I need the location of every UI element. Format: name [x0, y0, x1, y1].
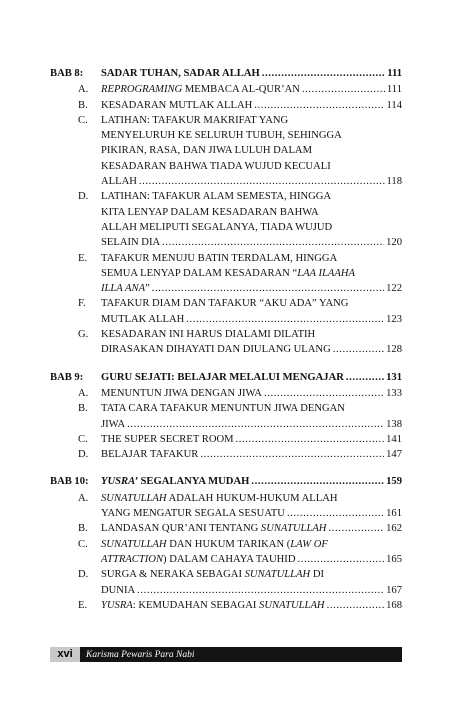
- toc-entry[interactable]: [50, 82, 402, 97]
- entry-text-block: [101, 251, 402, 297]
- entry-text: [101, 281, 150, 296]
- entry-text-segment: LATIHAN: TAFAKUR ALAM SEMESTA, HINGGA: [101, 191, 332, 203]
- entry-text: [101, 205, 319, 220]
- entry-text-segment: KITA LENYAP DALAM KESADARAN BAHWA: [101, 206, 319, 218]
- toc-entry[interactable]: [50, 567, 402, 598]
- entry-text: [101, 417, 125, 432]
- entry-text-segment: DUNIA: [101, 584, 136, 596]
- entry-text: [101, 552, 295, 567]
- dot-leader: [262, 66, 386, 81]
- chapter-heading[interactable]: [50, 66, 402, 81]
- chapter-number: BAB 10:: [50, 476, 89, 488]
- entry-page-number: 165: [386, 553, 402, 565]
- entry-line: [101, 143, 402, 158]
- entry-text-block: [101, 447, 402, 462]
- toc-entry[interactable]: [50, 189, 402, 250]
- chapter-title-text: SADAR TUHAN, SADAR ALLAH: [101, 68, 260, 79]
- entry-letter: C.: [78, 114, 88, 126]
- entry-text-segment: ATTRACTION: [101, 553, 164, 565]
- toc-entry[interactable]: [50, 327, 402, 358]
- entry-text-segment: DAN HUKUM TARIKAN (: [166, 538, 291, 550]
- footer-book-title: Karisma Pewaris Para Nabi: [86, 649, 195, 660]
- entry-text-segment: JIWA: [101, 418, 126, 430]
- toc-entry[interactable]: [50, 401, 402, 432]
- entry-text: [101, 235, 160, 250]
- entry-line: [101, 567, 402, 582]
- entry-text: [101, 251, 337, 266]
- entry-text-block: [101, 327, 402, 358]
- toc-entry[interactable]: [50, 113, 402, 189]
- entry-text: [101, 342, 331, 357]
- entry-text: [101, 128, 342, 143]
- entry-text-block: [101, 567, 402, 598]
- entry-text-segment: DI: [310, 569, 324, 581]
- entry-letter: C.: [78, 433, 88, 445]
- entry-line: [101, 266, 402, 281]
- entry-text: [101, 159, 331, 174]
- entry-text-segment: YANG MENGATUR SEGALA SESUATU: [101, 508, 285, 520]
- entry-line: [101, 98, 402, 113]
- chapter-page-number: 111: [387, 68, 402, 79]
- entry-line: [101, 432, 402, 447]
- chapter-number: BAB 8:: [50, 68, 84, 79]
- entry-page-number: 162: [386, 523, 402, 535]
- entry-text-segment: MENYELURUH KE SELURUH TUBUH, SEHINGGA: [101, 130, 342, 142]
- entry-page-number: 120: [386, 237, 402, 249]
- entry-text-segment: SURGA & NERAKA SEBAGAI: [101, 569, 245, 581]
- toc-entry[interactable]: [50, 296, 402, 327]
- entry-line: [101, 128, 402, 143]
- entry-text: [101, 143, 312, 158]
- entry-text: [101, 327, 315, 342]
- entry-text-segment: BELAJAR TAFAKUR: [101, 449, 199, 461]
- chapter-title-italic: YUSRA’: [101, 476, 138, 488]
- entry-text-block: [101, 189, 402, 250]
- entry-text: [101, 447, 198, 462]
- entry-text-segment: SUNATULLAH: [101, 492, 167, 504]
- entry-line: [101, 417, 402, 432]
- entry-text-segment: SUNATULLAH: [259, 599, 325, 611]
- entry-line: [101, 251, 402, 266]
- chapter-number: BAB 9:: [50, 371, 84, 383]
- dot-leader: [127, 417, 384, 432]
- dot-leader: [186, 312, 384, 327]
- entry-text-segment: ”: [145, 283, 150, 295]
- dot-leader: [162, 235, 384, 250]
- entry-text-segment: KESADARAN MUTLAK ALLAH: [101, 99, 253, 111]
- toc-entry[interactable]: [50, 491, 402, 522]
- chapter-block: [50, 370, 402, 463]
- dot-leader: [152, 281, 384, 296]
- entry-text-segment: REPROGRAMING: [101, 84, 183, 96]
- toc-entry[interactable]: [50, 98, 402, 113]
- toc-entry[interactable]: [50, 251, 402, 297]
- entry-text-segment: ADALAH HUKUM-HUKUM ALLAH: [166, 492, 338, 504]
- entry-letter: B.: [78, 523, 88, 535]
- chapter-page-number: 159: [386, 476, 402, 488]
- toc-entry[interactable]: [50, 447, 402, 462]
- entry-text-block: [101, 98, 402, 113]
- entry-text-segment: SUNATULLAH: [101, 538, 167, 550]
- entry-page-number: 122: [386, 283, 402, 295]
- entry-page-number: 161: [386, 508, 402, 520]
- dot-leader: [297, 552, 384, 567]
- entry-line: [101, 174, 402, 189]
- dot-leader: [333, 342, 384, 357]
- entry-page-number: 128: [386, 344, 402, 356]
- chapter-heading[interactable]: [50, 474, 402, 489]
- entry-page-number: 133: [386, 387, 402, 399]
- entry-text-segment: ALLAH MELIPUTI SEGALANYA, TIADA WUJUD: [101, 221, 333, 233]
- entry-line: [101, 205, 402, 220]
- entry-text: [101, 98, 252, 113]
- entry-letter: C.: [78, 538, 88, 550]
- entry-text-segment: TAFAKUR DIAM DAN TAFAKUR “AKU ADA” YANG: [101, 298, 349, 310]
- entry-page-number: 123: [386, 313, 402, 325]
- entry-text-segment: ALLAH: [101, 176, 137, 188]
- entry-page-number: 118: [386, 176, 402, 188]
- dot-leader: [346, 370, 384, 385]
- entry-page-number: 147: [386, 449, 402, 461]
- chapter-page-number: 131: [386, 371, 402, 383]
- dot-leader: [264, 386, 384, 401]
- entry-text-block: [101, 491, 402, 522]
- entry-text: [101, 386, 262, 401]
- toc-entry[interactable]: [50, 432, 402, 447]
- entry-page-number: 168: [386, 599, 402, 611]
- entry-text-segment: PIKIRAN, RASA, DAN JIWA LULUH DALAM: [101, 145, 312, 157]
- entry-line: [101, 113, 402, 128]
- entry-line: [101, 401, 402, 416]
- entry-text-segment: KESADARAN INI HARUS DIALAMI DILATIH: [101, 329, 316, 341]
- entry-letter: A.: [78, 387, 89, 399]
- chapter-title-block: [101, 370, 402, 385]
- chapter-title: [101, 474, 249, 489]
- chapter-title-line: [101, 370, 402, 385]
- entry-text: [101, 296, 348, 311]
- entry-text: [101, 174, 137, 189]
- entry-letter: E.: [78, 599, 88, 611]
- entry-text: [101, 220, 332, 235]
- chapter-block: [50, 66, 402, 358]
- entry-page-number: 114: [386, 99, 402, 111]
- entry-letter: B.: [78, 99, 88, 111]
- entry-text: [101, 521, 326, 536]
- dot-leader: [236, 432, 385, 447]
- entry-letter: F.: [78, 298, 86, 310]
- chapter-title-block: [101, 66, 402, 81]
- chapter-title-line: [101, 474, 402, 489]
- entry-text: [101, 266, 355, 281]
- entry-letter: E.: [78, 252, 88, 264]
- dot-leader: [137, 583, 384, 598]
- entry-text: [101, 312, 184, 327]
- entry-letter: G.: [78, 329, 89, 341]
- entry-text-segment: ILLA ANA: [101, 283, 146, 295]
- entry-line: [101, 537, 402, 552]
- chapter-title-text: SEGALANYA MUDAH: [137, 476, 250, 488]
- entry-text-segment: LANDASAN QUR’ANI TENTANG: [101, 523, 261, 535]
- entry-text-segment: LAW OF: [290, 538, 328, 550]
- entry-text: [101, 537, 328, 552]
- entry-text-segment: TATA CARA TAFAKUR MENUNTUN JIWA DENGAN: [101, 403, 345, 415]
- dot-leader: [200, 447, 384, 462]
- footer-page-number: xvi: [50, 647, 80, 662]
- entry-text: [101, 401, 345, 416]
- dot-leader: [254, 98, 384, 113]
- entry-text-block: [101, 113, 402, 189]
- entry-text-block: [101, 521, 402, 536]
- entry-text-block: [101, 537, 402, 568]
- entry-text: [101, 82, 300, 97]
- entry-page-number: 111: [386, 84, 402, 96]
- entry-text: [101, 506, 285, 521]
- dot-leader: [328, 521, 384, 536]
- entry-text: [101, 598, 325, 613]
- entry-text-segment: SEMUA LENYAP DALAM KESADARAN “: [101, 267, 298, 279]
- entry-line: [101, 506, 402, 521]
- entry-line: [101, 583, 402, 598]
- entry-page-number: 167: [386, 584, 402, 596]
- entry-text-block: [101, 82, 402, 97]
- entry-text-segment: : KEMUDAHAN SEBAGAI: [132, 599, 260, 611]
- entry-text: [101, 583, 135, 598]
- entry-line: [101, 189, 402, 204]
- entry-text-segment: ) DALAM CAHAYA TAUHID: [163, 553, 296, 565]
- entry-text-segment: DIRASAKAN DIHAYATI DAN DIULANG ULANG: [101, 344, 331, 356]
- entry-page-number: 141: [386, 433, 402, 445]
- entry-line: [101, 312, 402, 327]
- chapter-title: [101, 66, 260, 81]
- entry-letter: A.: [78, 84, 89, 96]
- dot-leader: [287, 506, 384, 521]
- toc-entry[interactable]: [50, 386, 402, 401]
- entry-line: [101, 220, 402, 235]
- dot-leader: [327, 598, 385, 613]
- chapter-heading[interactable]: [50, 370, 402, 385]
- dot-leader: [139, 174, 385, 189]
- entry-line: [101, 327, 402, 342]
- entry-line: [101, 82, 402, 97]
- entry-text-segment: SUNATULLAH: [260, 523, 327, 535]
- table-of-contents: [50, 66, 402, 625]
- dot-leader: [251, 474, 384, 489]
- entry-letter: D.: [78, 191, 89, 203]
- toc-entry[interactable]: [50, 521, 402, 536]
- entry-text: [101, 491, 338, 506]
- entry-text: [101, 113, 288, 128]
- entry-text-block: [101, 386, 402, 401]
- page-footer: [50, 647, 402, 662]
- entry-line: [101, 386, 402, 401]
- entry-line: [101, 552, 402, 567]
- entry-line: [101, 296, 402, 311]
- entry-line: [101, 447, 402, 462]
- toc-entry[interactable]: [50, 537, 402, 568]
- entry-text: [101, 567, 324, 582]
- dot-leader: [302, 82, 385, 97]
- entry-letter: B.: [78, 403, 88, 415]
- entry-text: [101, 432, 234, 447]
- entry-line: [101, 521, 402, 536]
- entry-page-number: 138: [386, 418, 402, 430]
- entry-line: [101, 281, 402, 296]
- entry-text-segment: TAFAKUR MENUJU BATIN TERDALAM, HINGGA: [101, 252, 338, 264]
- toc-entry[interactable]: [50, 598, 402, 613]
- entry-text-segment: MUTLAK ALLAH: [101, 313, 185, 325]
- entry-text-block: [101, 598, 402, 613]
- entry-letter: D.: [78, 449, 89, 461]
- entry-text-segment: YUSRA: [101, 599, 133, 611]
- entry-text-segment: MENUNTUN JIWA DENGAN JIWA: [101, 387, 262, 399]
- entry-letter: A.: [78, 492, 89, 504]
- entry-line: [101, 342, 402, 357]
- chapter-title-line: [101, 66, 402, 81]
- entry-text-segment: LATIHAN: TAFAKUR MAKRIFAT YANG: [101, 114, 289, 126]
- entry-text-segment: LAA ILAAHA: [297, 267, 355, 279]
- entry-line: [101, 235, 402, 250]
- entry-text-segment: MEMBACA AL-QUR’AN: [182, 84, 300, 96]
- entry-text-block: [101, 432, 402, 447]
- entry-letter: D.: [78, 569, 89, 581]
- chapter-block: [50, 474, 402, 613]
- entry-text-block: [101, 401, 402, 432]
- entry-text-block: [101, 296, 402, 327]
- chapter-title-block: [101, 474, 402, 489]
- entry-text-segment: THE SUPER SECRET ROOM: [101, 433, 234, 445]
- chapter-title-text: GURU SEJATI: BELAJAR MELALUI MENGAJAR: [101, 371, 344, 383]
- entry-text-segment: SUNATULLAH: [244, 569, 311, 581]
- entry-text: [101, 189, 331, 204]
- entry-line: [101, 598, 402, 613]
- entry-text-segment: SELAIN DIA: [101, 237, 161, 249]
- entry-line: [101, 491, 402, 506]
- entry-text-segment: KESADARAN BAHWA TIADA WUJUD KECUALI: [101, 160, 331, 172]
- entry-line: [101, 159, 402, 174]
- chapter-title: [101, 370, 344, 385]
